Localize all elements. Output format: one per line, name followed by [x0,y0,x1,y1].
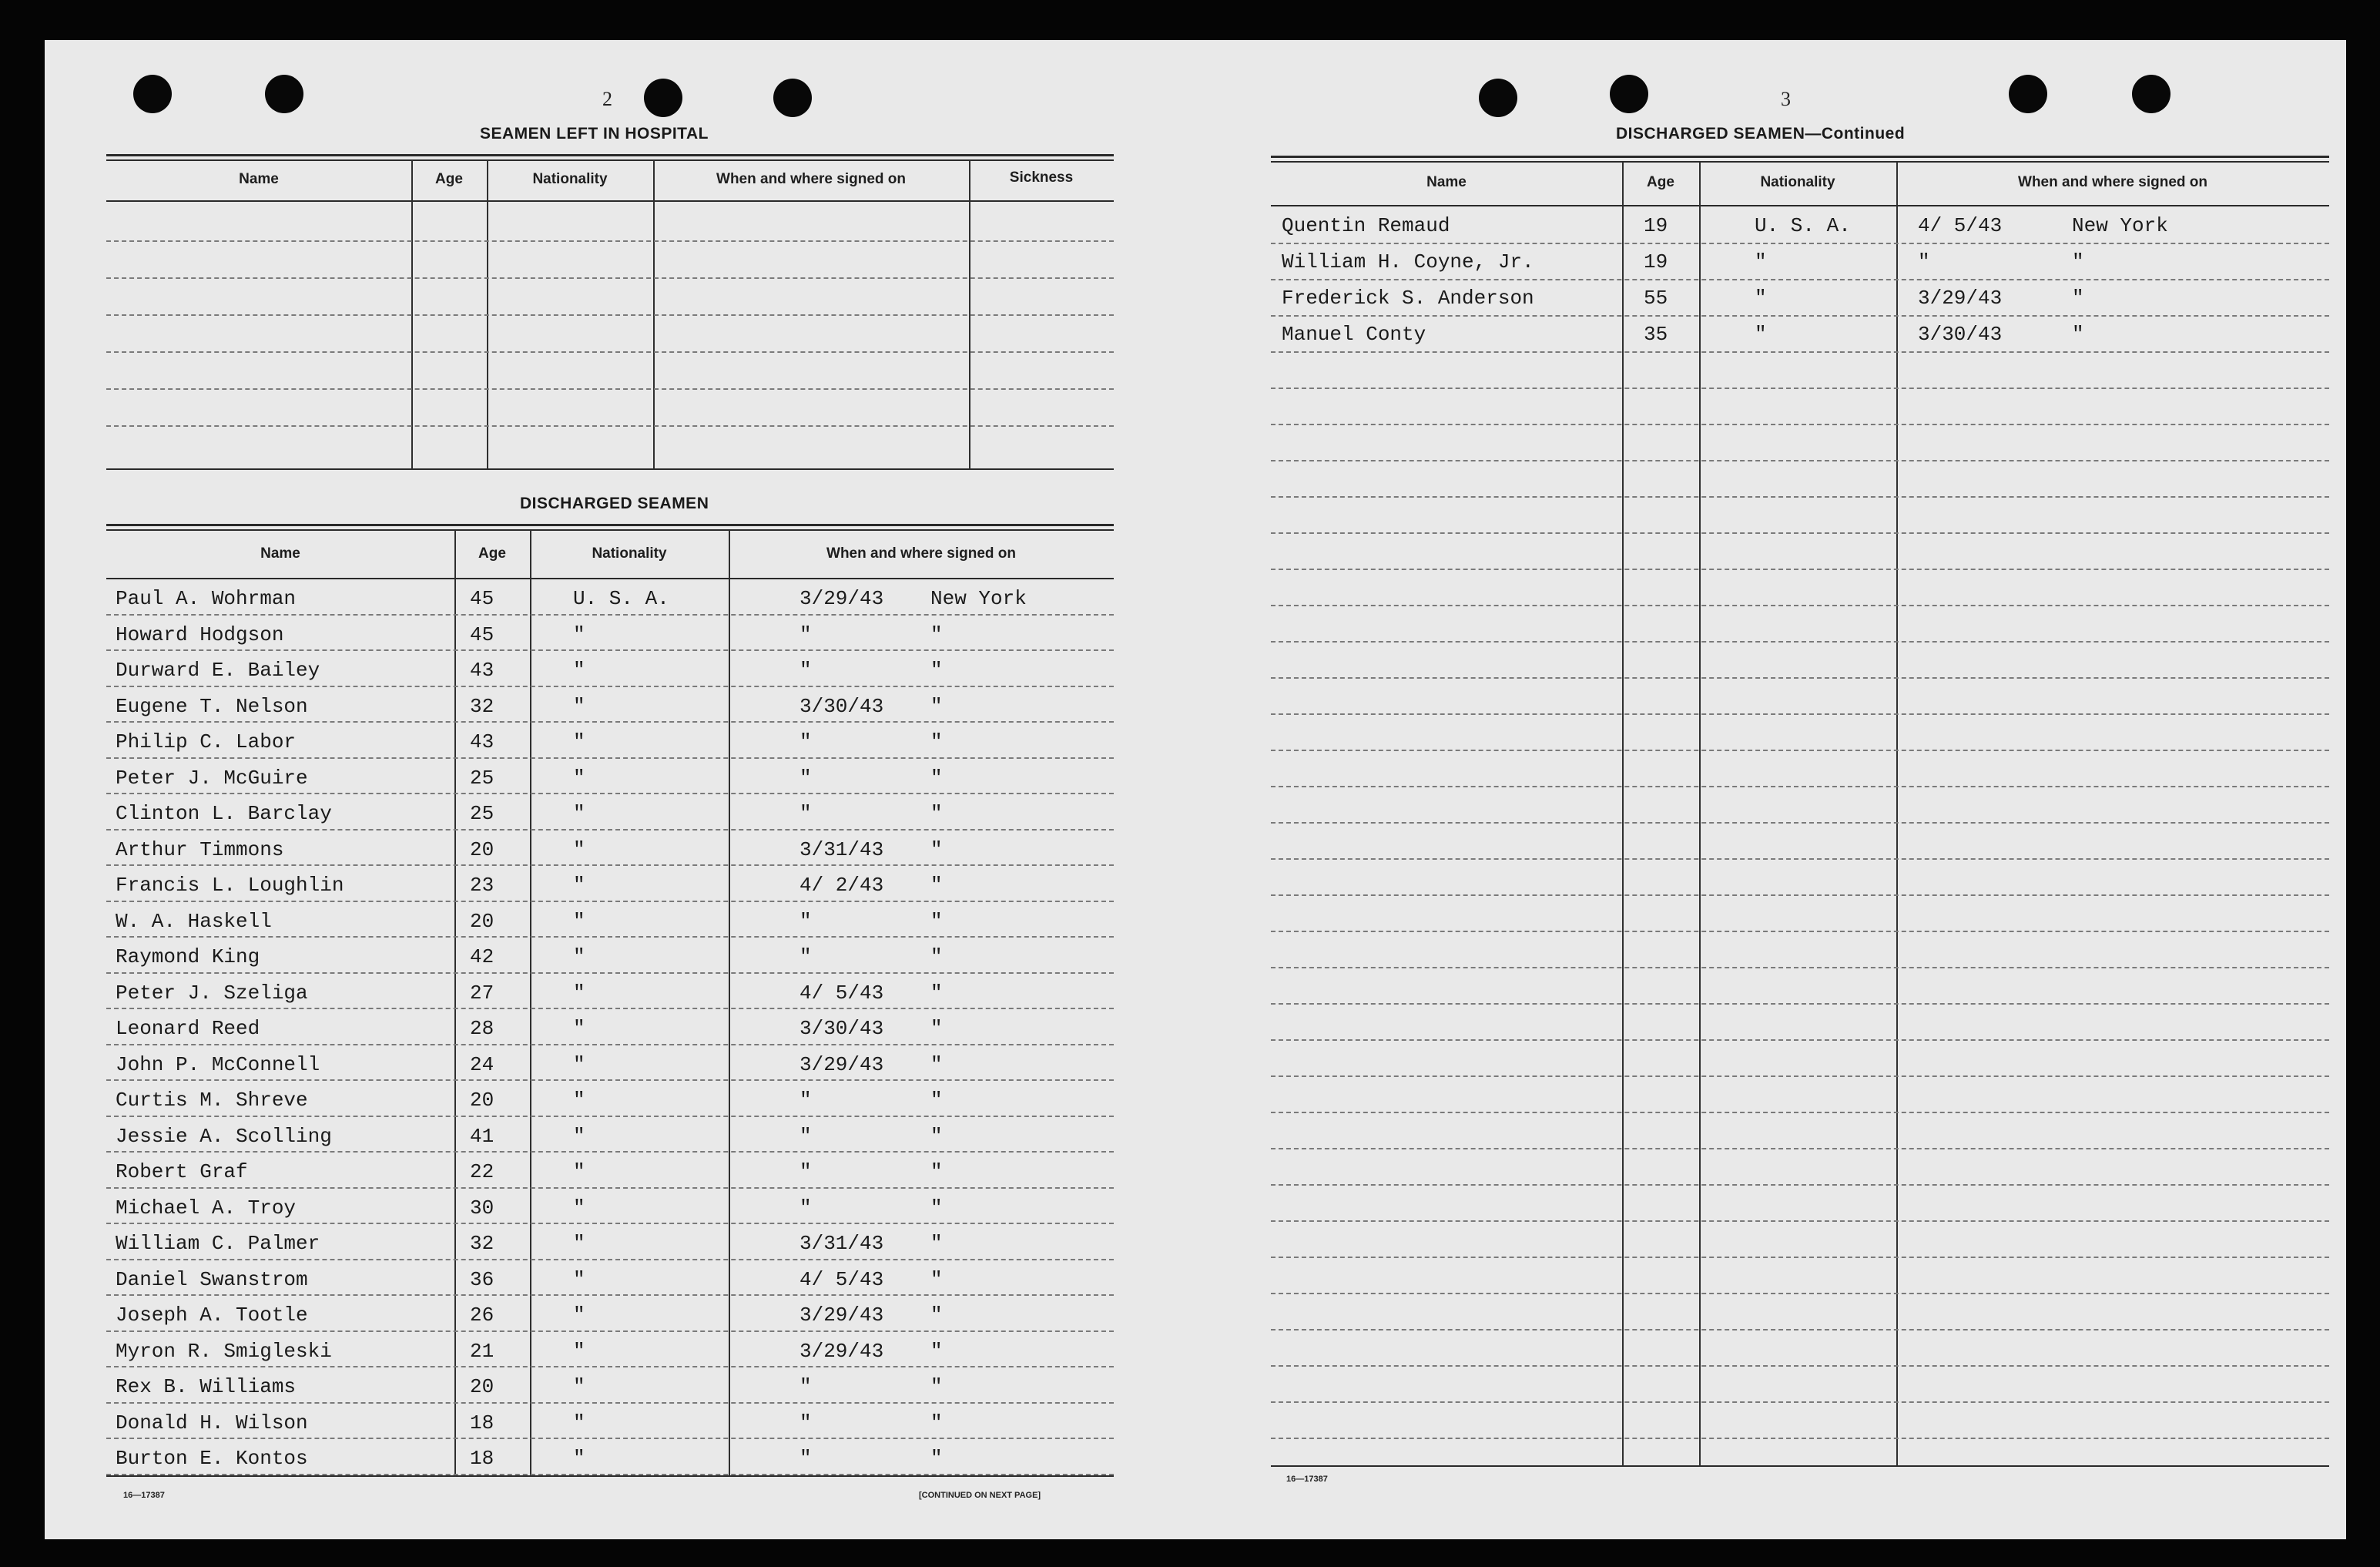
cell-nationality: " [573,981,585,1005]
cell-nationality: U. S. A. [1755,214,1851,237]
cell-name: Arthur Timmons [116,837,284,861]
cell-place: " [2072,323,2084,346]
cell-age: 24 [470,1052,494,1076]
cell-place: " [930,837,943,861]
cell-name: Daniel Swanstrom [116,1267,308,1291]
hospital-section-title: SEAMEN LEFT IN HOSPITAL [480,125,709,143]
cell-date: " [799,622,812,646]
cell-name: Michael A. Troy [116,1196,297,1220]
cell-place: " [930,1196,943,1220]
cell-age: 20 [470,837,494,861]
table-row [106,579,1114,616]
cell-place: " [930,802,943,825]
discharged-continued-title: DISCHARGED SEAMEN—Continued [1616,125,1906,143]
cell-date: 3/30/43 [799,694,884,718]
cell-name: Manuel Conty [1282,323,1426,346]
col-header-name: Name [260,545,300,562]
cell-nationality: " [573,1017,585,1040]
cell-date: 3/31/43 [799,837,884,861]
cell-place: " [930,694,943,718]
discharged-table [106,524,1114,1477]
cell-name: Leonard Reed [116,1017,260,1040]
col-header-signed-on: When and where signed on [826,545,1016,562]
cell-age: 25 [470,766,494,790]
cell-name: Jessie A. Scolling [116,1124,332,1148]
cell-name: Myron R. Smigleski [116,1339,332,1363]
cell-date: " [1918,250,1930,273]
cell-place: " [930,1375,943,1398]
table-row [106,974,1114,1010]
cell-name: Philip C. Labor [116,730,297,753]
cell-nationality: " [573,1267,585,1291]
cell-age: 55 [1644,287,1668,310]
cell-age: 20 [470,1375,494,1398]
cell-name: Clinton L. Barclay [116,802,332,825]
cell-date: " [799,909,812,933]
right-page [1215,40,2346,1539]
cell-age: 30 [470,1196,494,1220]
cell-date: " [799,1160,812,1183]
cell-age: 19 [1644,250,1668,273]
cell-nationality: " [573,1089,585,1112]
table-row [106,616,1114,652]
cell-place: " [930,659,943,682]
table-row [106,1045,1114,1082]
cell-date: " [799,766,812,790]
page-number: 2 [602,88,612,110]
cell-date: 4/ 2/43 [799,874,884,897]
cell-nationality: " [573,1411,585,1434]
cell-nationality: U. S. A. [573,587,669,610]
cell-date: " [799,1089,812,1112]
table-row [106,1009,1114,1045]
cell-nationality: " [573,802,585,825]
cell-name: Rex B. Williams [116,1375,297,1398]
cell-age: 19 [1644,214,1668,237]
cell-age: 25 [470,802,494,825]
cell-name: Durward E. Bailey [116,659,320,682]
cell-name: Curtis M. Shreve [116,1089,308,1112]
table-row [106,1367,1114,1404]
cell-name: Joseph A. Tootle [116,1304,308,1327]
cell-name: William C. Palmer [116,1232,320,1255]
table-row [106,1189,1114,1225]
left-page [45,40,1215,1539]
cell-age: 45 [470,587,494,610]
cell-name: William H. Coyne, Jr. [1282,250,1534,273]
table-row [106,1224,1114,1260]
cell-age: 26 [470,1304,494,1327]
cell-age: 27 [470,981,494,1005]
cell-nationality: " [573,1304,585,1327]
cell-name: Raymond King [116,945,260,968]
cell-date: 3/29/43 [799,1304,884,1327]
col-header-signed-on: When and where signed on [2018,174,2207,190]
form-number: 16—17387 [1286,1475,1328,1484]
table-row [106,902,1114,938]
cell-name: Howard Hodgson [116,622,284,646]
cell-date: " [799,1375,812,1398]
punch-hole [773,79,812,117]
col-header-age: Age [478,545,506,562]
col-header-nationality: Nationality [1760,174,1835,190]
cell-nationality: " [573,766,585,790]
punch-hole [265,75,303,113]
cell-age: 20 [470,909,494,933]
cell-name: Peter J. McGuire [116,766,308,790]
table-row [1271,315,2329,351]
cell-place: " [2072,287,2084,310]
cell-age: 23 [470,874,494,897]
cell-nationality: " [1755,250,1767,273]
cell-date: 3/29/43 [799,1052,884,1076]
col-header-age: Age [1647,174,1674,190]
table-row [106,651,1114,687]
col-header-signed-on: When and where signed on [716,171,906,187]
table-row [106,830,1114,867]
table-row [1271,243,2329,279]
cell-date: " [799,659,812,682]
page-number: 3 [1781,88,1791,110]
cell-date: " [799,730,812,753]
cell-age: 20 [470,1089,494,1112]
cell-place: " [930,981,943,1005]
cell-place: " [930,766,943,790]
cell-place: " [930,1411,943,1434]
cell-age: 18 [470,1447,494,1470]
table-row [106,794,1114,830]
cell-place: New York [2072,214,2168,237]
table-row [106,1153,1114,1189]
table-row [106,1081,1114,1117]
cell-date: 3/30/43 [799,1017,884,1040]
cell-name: John P. McConnell [116,1052,320,1076]
cell-name: Quentin Remaud [1282,214,1450,237]
cell-date: " [799,1124,812,1148]
ledger-sheet [45,40,2346,1539]
cell-age: 35 [1644,323,1668,346]
cell-date: " [799,1411,812,1434]
cell-place: " [930,1304,943,1327]
cell-nationality: " [573,945,585,968]
cell-nationality: " [573,1447,585,1470]
cell-age: 32 [470,694,494,718]
cell-place: " [930,1124,943,1148]
cell-name: Frederick S. Anderson [1282,287,1534,310]
cell-nationality: " [573,659,585,682]
cell-place: " [930,909,943,933]
punch-hole [1479,79,1517,117]
cell-date: 4/ 5/43 [799,981,884,1005]
table-row [106,1296,1114,1332]
cell-date: 3/29/43 [1918,287,2003,310]
cell-place: " [930,1089,943,1112]
cell-date: 3/29/43 [799,1339,884,1363]
cell-age: 43 [470,730,494,753]
cell-nationality: " [573,1124,585,1148]
col-header-age: Age [435,171,463,187]
table-row [106,723,1114,759]
cell-place: " [930,1339,943,1363]
cell-age: 18 [470,1411,494,1434]
cell-place: " [930,1160,943,1183]
cell-nationality: " [573,1232,585,1255]
table-row [106,938,1114,974]
cell-place: " [930,1232,943,1255]
cell-age: 21 [470,1339,494,1363]
col-header-nationality: Nationality [592,545,667,562]
punch-hole [2132,75,2170,113]
cell-place: " [930,1017,943,1040]
punch-hole [644,79,682,117]
cell-place: " [2072,250,2084,273]
table-row [106,687,1114,723]
cell-place: " [930,1447,943,1470]
cell-place: " [930,622,943,646]
cell-name: Francis L. Loughlin [116,874,344,897]
cell-nationality: " [573,909,585,933]
cell-age: 36 [470,1267,494,1291]
continued-note: [CONTINUED ON NEXT PAGE] [919,1491,1041,1500]
table-row [106,1332,1114,1368]
cell-date: 4/ 5/43 [799,1267,884,1291]
cell-date: " [799,802,812,825]
cell-place: " [930,1052,943,1076]
discharged-continued-table [1271,156,2329,1467]
table-row [106,759,1114,795]
cell-place: " [930,730,943,753]
cell-nationality: " [1755,287,1767,310]
table-row [1271,279,2329,315]
hospital-table [106,154,1114,470]
col-header-name: Name [1426,174,1467,190]
table-row [106,1439,1114,1475]
cell-date: " [799,945,812,968]
cell-nationality: " [573,694,585,718]
cell-nationality: " [573,730,585,753]
punch-hole [1610,75,1648,113]
cell-nationality: " [573,837,585,861]
cell-age: 45 [470,622,494,646]
cell-nationality: " [573,1339,585,1363]
cell-nationality: " [1755,323,1767,346]
punch-hole [2009,75,2047,113]
cell-place: New York [930,587,1027,610]
form-number: 16—17387 [123,1491,165,1500]
cell-nationality: " [573,1375,585,1398]
cell-age: 32 [470,1232,494,1255]
cell-name: Donald H. Wilson [116,1411,308,1434]
cell-age: 28 [470,1017,494,1040]
cell-age: 22 [470,1160,494,1183]
punch-hole [133,75,172,113]
cell-date: 3/30/43 [1918,323,2003,346]
cell-place: " [930,945,943,968]
cell-name: Robert Graf [116,1160,248,1183]
cell-nationality: " [573,622,585,646]
cell-date: 3/31/43 [799,1232,884,1255]
cell-name: Paul A. Wohrman [116,587,297,610]
cell-nationality: " [573,874,585,897]
cell-age: 43 [470,659,494,682]
cell-nationality: " [573,1052,585,1076]
table-row [106,1117,1114,1153]
cell-date: " [799,1196,812,1220]
cell-age: 42 [470,945,494,968]
col-header-nationality: Nationality [532,171,608,187]
cell-date: " [799,1447,812,1470]
cell-nationality: " [573,1196,585,1220]
cell-place: " [930,874,943,897]
col-header-name: Name [239,171,279,187]
cell-name: Eugene T. Nelson [116,694,308,718]
cell-date: 3/29/43 [799,587,884,610]
table-row [1271,206,2329,243]
table-row [106,866,1114,902]
table-row [106,1404,1114,1440]
table-row [106,1260,1114,1297]
cell-name: Peter J. Szeliga [116,981,308,1005]
cell-age: 41 [470,1124,494,1148]
cell-name: Burton E. Kontos [116,1447,308,1470]
cell-date: 4/ 5/43 [1918,214,2003,237]
cell-name: W. A. Haskell [116,909,272,933]
discharged-section-title: DISCHARGED SEAMEN [520,495,709,512]
col-header-sickness: Sickness [1009,169,1074,186]
cell-nationality: " [573,1160,585,1183]
cell-place: " [930,1267,943,1291]
